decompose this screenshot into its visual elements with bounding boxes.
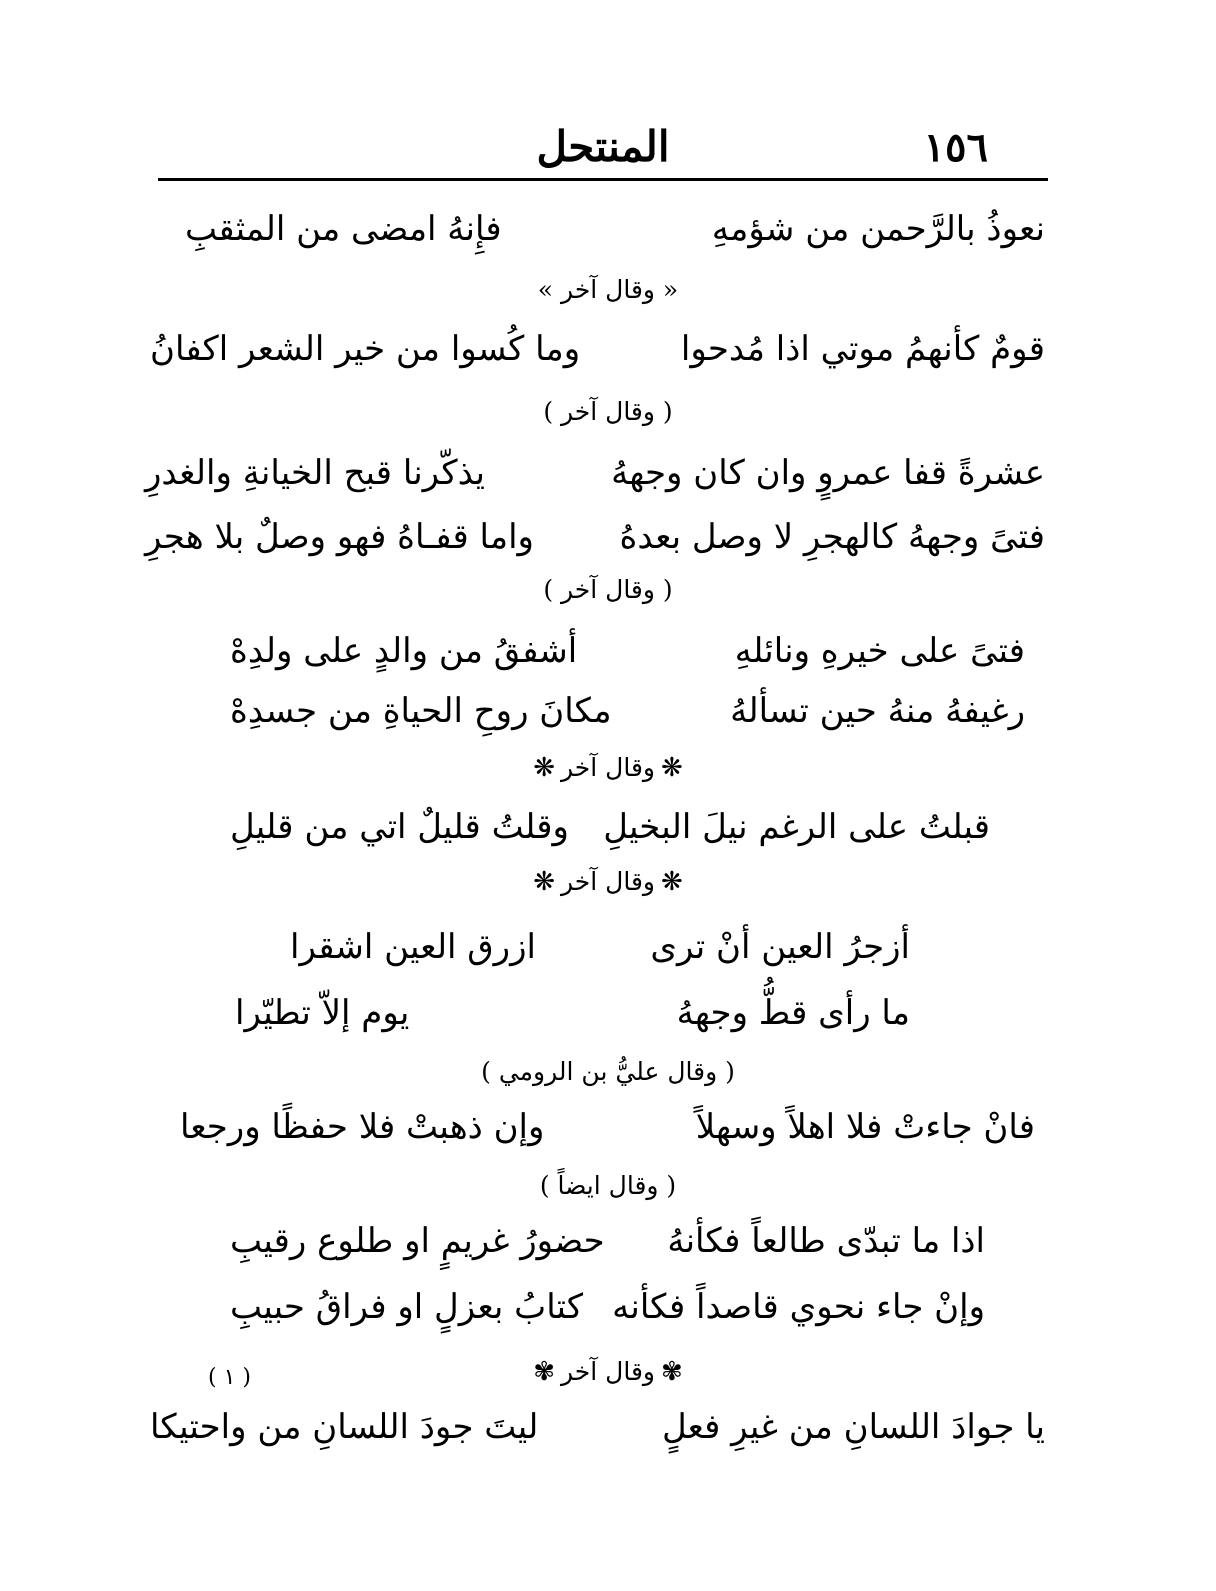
verse-line (145, 508, 1045, 566)
verse-line (230, 682, 1025, 740)
section-heading: « وقال آخر » (537, 275, 679, 304)
section-heading (0, 1352, 1216, 1392)
ornament-glyph: ❋ (533, 753, 556, 783)
verse-line (180, 1098, 1035, 1156)
page-number: ١٥٦ (923, 124, 988, 171)
verse-second-hemistich: أشفقُ من والدٍ على ولدِهْ (230, 631, 578, 671)
section-heading-text: وقال آخر (561, 867, 655, 896)
section-heading (0, 748, 1216, 788)
verse-line (290, 918, 910, 976)
verse-second-hemistich: يذكّرنا قبح الخيانةِ والغدرِ (145, 453, 485, 493)
verse-first-hemistich: ما رأى قطُّ وجههُ (676, 993, 910, 1033)
verse-second-hemistich: فإِنهُ امضى من المثقبِ (185, 209, 502, 249)
section-heading: ( وقال عليُّ بن الرومي ) (481, 1057, 735, 1086)
verse-first-hemistich: فتىً على خيرهِ ونائلهِ (734, 631, 1025, 671)
verse-first-hemistich: نعوذُ بالرَّحمن من شؤمهِ (711, 209, 1045, 249)
verse-second-hemistich: وإن ذهبتْ فلا حفظًا ورجعا (180, 1107, 545, 1147)
footnote-marker: ( ١ ) (208, 1365, 251, 1390)
verse-first-hemistich: يا جوادَ اللسانِ من غيرِ فعلٍ (661, 1407, 1045, 1447)
verse-line (235, 984, 910, 1042)
ornament-glyph: ✾ (660, 1357, 683, 1387)
verse-line (230, 1278, 985, 1336)
verse-second-hemistich: مكانَ روحِ الحياةِ من جسدِهْ (230, 691, 612, 731)
section-heading-text: وقال آخر (561, 1357, 655, 1386)
section-heading (0, 862, 1216, 902)
verse-first-hemistich: قومٌ كأنهمُ موتي اذا مُدحوا (680, 329, 1045, 369)
verse-second-hemistich: ازرق العين اشقرا (290, 927, 536, 967)
verse-line (230, 622, 1025, 680)
verse-first-hemistich: قبلتُ على الرغم نيلَ البخيلِ (603, 807, 990, 847)
verse-second-hemistich: ليتَ جودَ اللسانِ من واحتيكا (150, 1407, 539, 1447)
verse-second-hemistich: واما قفـاهُ فهو وصلٌ بلا هجرِ (145, 517, 534, 557)
verse-first-hemistich: أزجرُ العين أنْ ترى (650, 927, 910, 967)
verse-line (185, 200, 1045, 258)
verse-first-hemistich: رغيفهُ منهُ حين تسألهُ (730, 691, 1025, 731)
section-heading: ( وقال آخر ) (543, 575, 673, 604)
verse-line (230, 1212, 985, 1270)
verse-second-hemistich: وما كُسوا من خير الشعر اكفانُ (150, 329, 581, 369)
section-heading: ( وقال آخر ) (543, 397, 673, 426)
header-rule (158, 178, 1048, 181)
verse-line (230, 798, 990, 856)
verse-first-hemistich: فتىً وجههُ كالهجرِ لا وصل بعدهُ (619, 517, 1045, 557)
verse-line (150, 320, 1045, 378)
verse-second-hemistich: حضورُ غريمٍ او طلوع رقيبِ (230, 1221, 605, 1261)
ornament-glyph: ❋ (533, 867, 556, 897)
verse-second-hemistich: كتابُ بعزلٍ او فراقُ حبيبِ (230, 1287, 583, 1327)
verse-first-hemistich: وإنْ جاء نحوي قاصداً فكأنه (612, 1287, 985, 1327)
section-heading-text: وقال آخر (561, 753, 655, 782)
verse-line (145, 444, 1045, 502)
verse-first-hemistich: عشرةً قفا عمروٍ وان كان وجههُ (611, 453, 1045, 493)
verse-second-hemistich: يوم إلاّ تطيّرا (235, 993, 410, 1033)
verse-line (150, 1398, 1045, 1456)
verse-first-hemistich: اذا ما تبدّى طالعاً فكأنهُ (667, 1221, 985, 1261)
running-head: المنتحل (536, 122, 670, 171)
section-heading: ( وقال ايضاً ) (539, 1171, 677, 1200)
ornament-glyph: ❋ (660, 753, 683, 783)
ornament-glyph: ❋ (660, 867, 683, 897)
verse-second-hemistich: وقلتُ قليلٌ اتي من قليلِ (230, 807, 569, 847)
ornament-glyph: ✾ (533, 1357, 556, 1387)
page-header (158, 120, 1048, 176)
verse-first-hemistich: فانْ جاءتْ فلا اهلاً وسهلاً (695, 1107, 1035, 1147)
